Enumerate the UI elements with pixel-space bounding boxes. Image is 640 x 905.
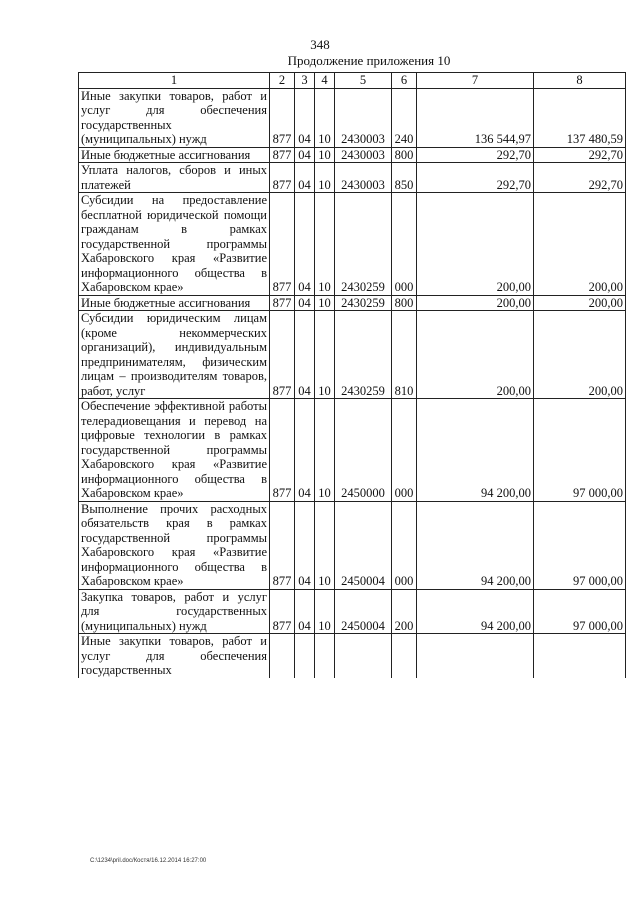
cell-expense-type: 240 (392, 88, 417, 147)
cell-amount-1: 200,00 (417, 295, 534, 311)
cell-target-article: 2430003 (335, 163, 392, 193)
cell-expense-type: 000 (392, 399, 417, 502)
column-header: 5 (335, 73, 392, 89)
cell-ministry: 877 (270, 147, 295, 163)
cell-expense-type: 800 (392, 295, 417, 311)
cell-subsection: 10 (315, 88, 335, 147)
cell-expense-type: 000 (392, 501, 417, 589)
cell-expense-type (392, 634, 417, 678)
cell-amount-1: 200,00 (417, 193, 534, 296)
cell-subsection (315, 634, 335, 678)
table-row (79, 399, 626, 502)
row-name: Выполнение прочих расходных обязательств края в рамках государственной программы Хабаровского края «Развитие информационного общества в Хабаровском крае» (79, 501, 270, 589)
cell-ministry: 877 (270, 501, 295, 589)
cell-target-article: 2430259 (335, 295, 392, 311)
cell-amount-1 (417, 634, 534, 678)
cell-amount-2: 292,70 (534, 147, 626, 163)
table-row (79, 163, 626, 193)
cell-target-article: 2430259 (335, 311, 392, 399)
row-name: Закупка товаров, работ и услуг для государственных (муниципальных) нужд (79, 589, 270, 634)
row-name: Иные бюджетные ассигнования (79, 147, 270, 163)
cell-target-article (335, 634, 392, 678)
cell-ministry: 877 (270, 589, 295, 634)
cell-target-article: 2430003 (335, 88, 392, 147)
table-row (79, 589, 626, 634)
table-header-row (79, 73, 626, 89)
cell-subsection: 10 (315, 589, 335, 634)
cell-ministry: 877 (270, 295, 295, 311)
cell-ministry: 877 (270, 311, 295, 399)
row-name: Иные закупки товаров, работ и услуг для обеспечения государственных (79, 634, 270, 678)
cell-amount-1: 94 200,00 (417, 501, 534, 589)
cell-expense-type: 800 (392, 147, 417, 163)
cell-section: 04 (295, 193, 315, 296)
table-row (79, 501, 626, 589)
cell-amount-2: 137 480,59 (534, 88, 626, 147)
cell-amount-2: 292,70 (534, 163, 626, 193)
row-name: Субсидии на предоставление бесплатной юридической помощи гражданам в рамках государственной программы Хабаровского края «Развитие информационного общества в Хабаровском крае» (79, 193, 270, 296)
cell-amount-1: 292,70 (417, 147, 534, 163)
cell-amount-2: 97 000,00 (534, 589, 626, 634)
cell-amount-1: 292,70 (417, 163, 534, 193)
cell-subsection: 10 (315, 163, 335, 193)
page-number: 348 (310, 37, 330, 52)
cell-target-article: 2430003 (335, 147, 392, 163)
continuation-caption: Продолжение приложения 10 (287, 53, 451, 68)
row-name: Субсидии юридическим лицам (кроме некоммерческих организаций), индивидуальным предпринимателям, физическим лицам – производителям товаров, работ, услуг (79, 311, 270, 399)
column-header: 1 (79, 73, 270, 89)
row-name: Иные бюджетные ассигнования (79, 295, 270, 311)
cell-section: 04 (295, 163, 315, 193)
cell-section: 04 (295, 295, 315, 311)
cell-section: 04 (295, 311, 315, 399)
column-header: 2 (270, 73, 295, 89)
cell-ministry: 877 (270, 193, 295, 296)
budget-table (78, 72, 626, 678)
row-name: Уплата налогов, сборов и иных платежей (79, 163, 270, 193)
cell-expense-type: 000 (392, 193, 417, 296)
column-header: 4 (315, 73, 335, 89)
row-name: Обеспечение эффективной работы телерадиовещания и перевод на цифровые технологии в рамках государственной программы Хабаровского края «Развитие информационного общества в Хабаровском крае» (79, 399, 270, 502)
column-header: 8 (534, 73, 626, 89)
file-path-footer: C:\1234\pril.doc/Костя/16.12.2014 16:27:00 (90, 858, 207, 864)
cell-ministry: 877 (270, 399, 295, 502)
cell-amount-2: 97 000,00 (534, 501, 626, 589)
cell-subsection: 10 (315, 193, 335, 296)
table-row (79, 295, 626, 311)
table-row (79, 634, 626, 678)
cell-subsection: 10 (315, 295, 335, 311)
cell-expense-type: 850 (392, 163, 417, 193)
cell-section: 04 (295, 399, 315, 502)
cell-target-article: 2430259 (335, 193, 392, 296)
column-header: 3 (295, 73, 315, 89)
cell-section: 04 (295, 501, 315, 589)
cell-amount-2: 200,00 (534, 295, 626, 311)
cell-amount-2: 97 000,00 (534, 399, 626, 502)
cell-amount-2 (534, 634, 626, 678)
cell-section: 04 (295, 589, 315, 634)
cell-subsection: 10 (315, 147, 335, 163)
table-row (79, 147, 626, 163)
cell-amount-1: 94 200,00 (417, 399, 534, 502)
cell-target-article: 2450000 (335, 399, 392, 502)
cell-amount-1: 200,00 (417, 311, 534, 399)
cell-expense-type: 200 (392, 589, 417, 634)
cell-amount-1: 94 200,00 (417, 589, 534, 634)
table-row (79, 311, 626, 399)
cell-section: 04 (295, 88, 315, 147)
cell-ministry (270, 634, 295, 678)
cell-section (295, 634, 315, 678)
cell-subsection: 10 (315, 311, 335, 399)
cell-subsection: 10 (315, 399, 335, 502)
cell-amount-2: 200,00 (534, 311, 626, 399)
row-name: Иные закупки товаров, работ и услуг для обеспечения государственных (муниципальных) нужд (79, 88, 270, 147)
cell-target-article: 2450004 (335, 589, 392, 634)
cell-ministry: 877 (270, 88, 295, 147)
cell-amount-2: 200,00 (534, 193, 626, 296)
column-header: 6 (392, 73, 417, 89)
cell-expense-type: 810 (392, 311, 417, 399)
cell-amount-1: 136 544,97 (417, 88, 534, 147)
cell-ministry: 877 (270, 163, 295, 193)
table-row (79, 88, 626, 147)
cell-section: 04 (295, 147, 315, 163)
cell-subsection: 10 (315, 501, 335, 589)
cell-target-article: 2450004 (335, 501, 392, 589)
table-row (79, 193, 626, 296)
column-header: 7 (417, 73, 534, 89)
